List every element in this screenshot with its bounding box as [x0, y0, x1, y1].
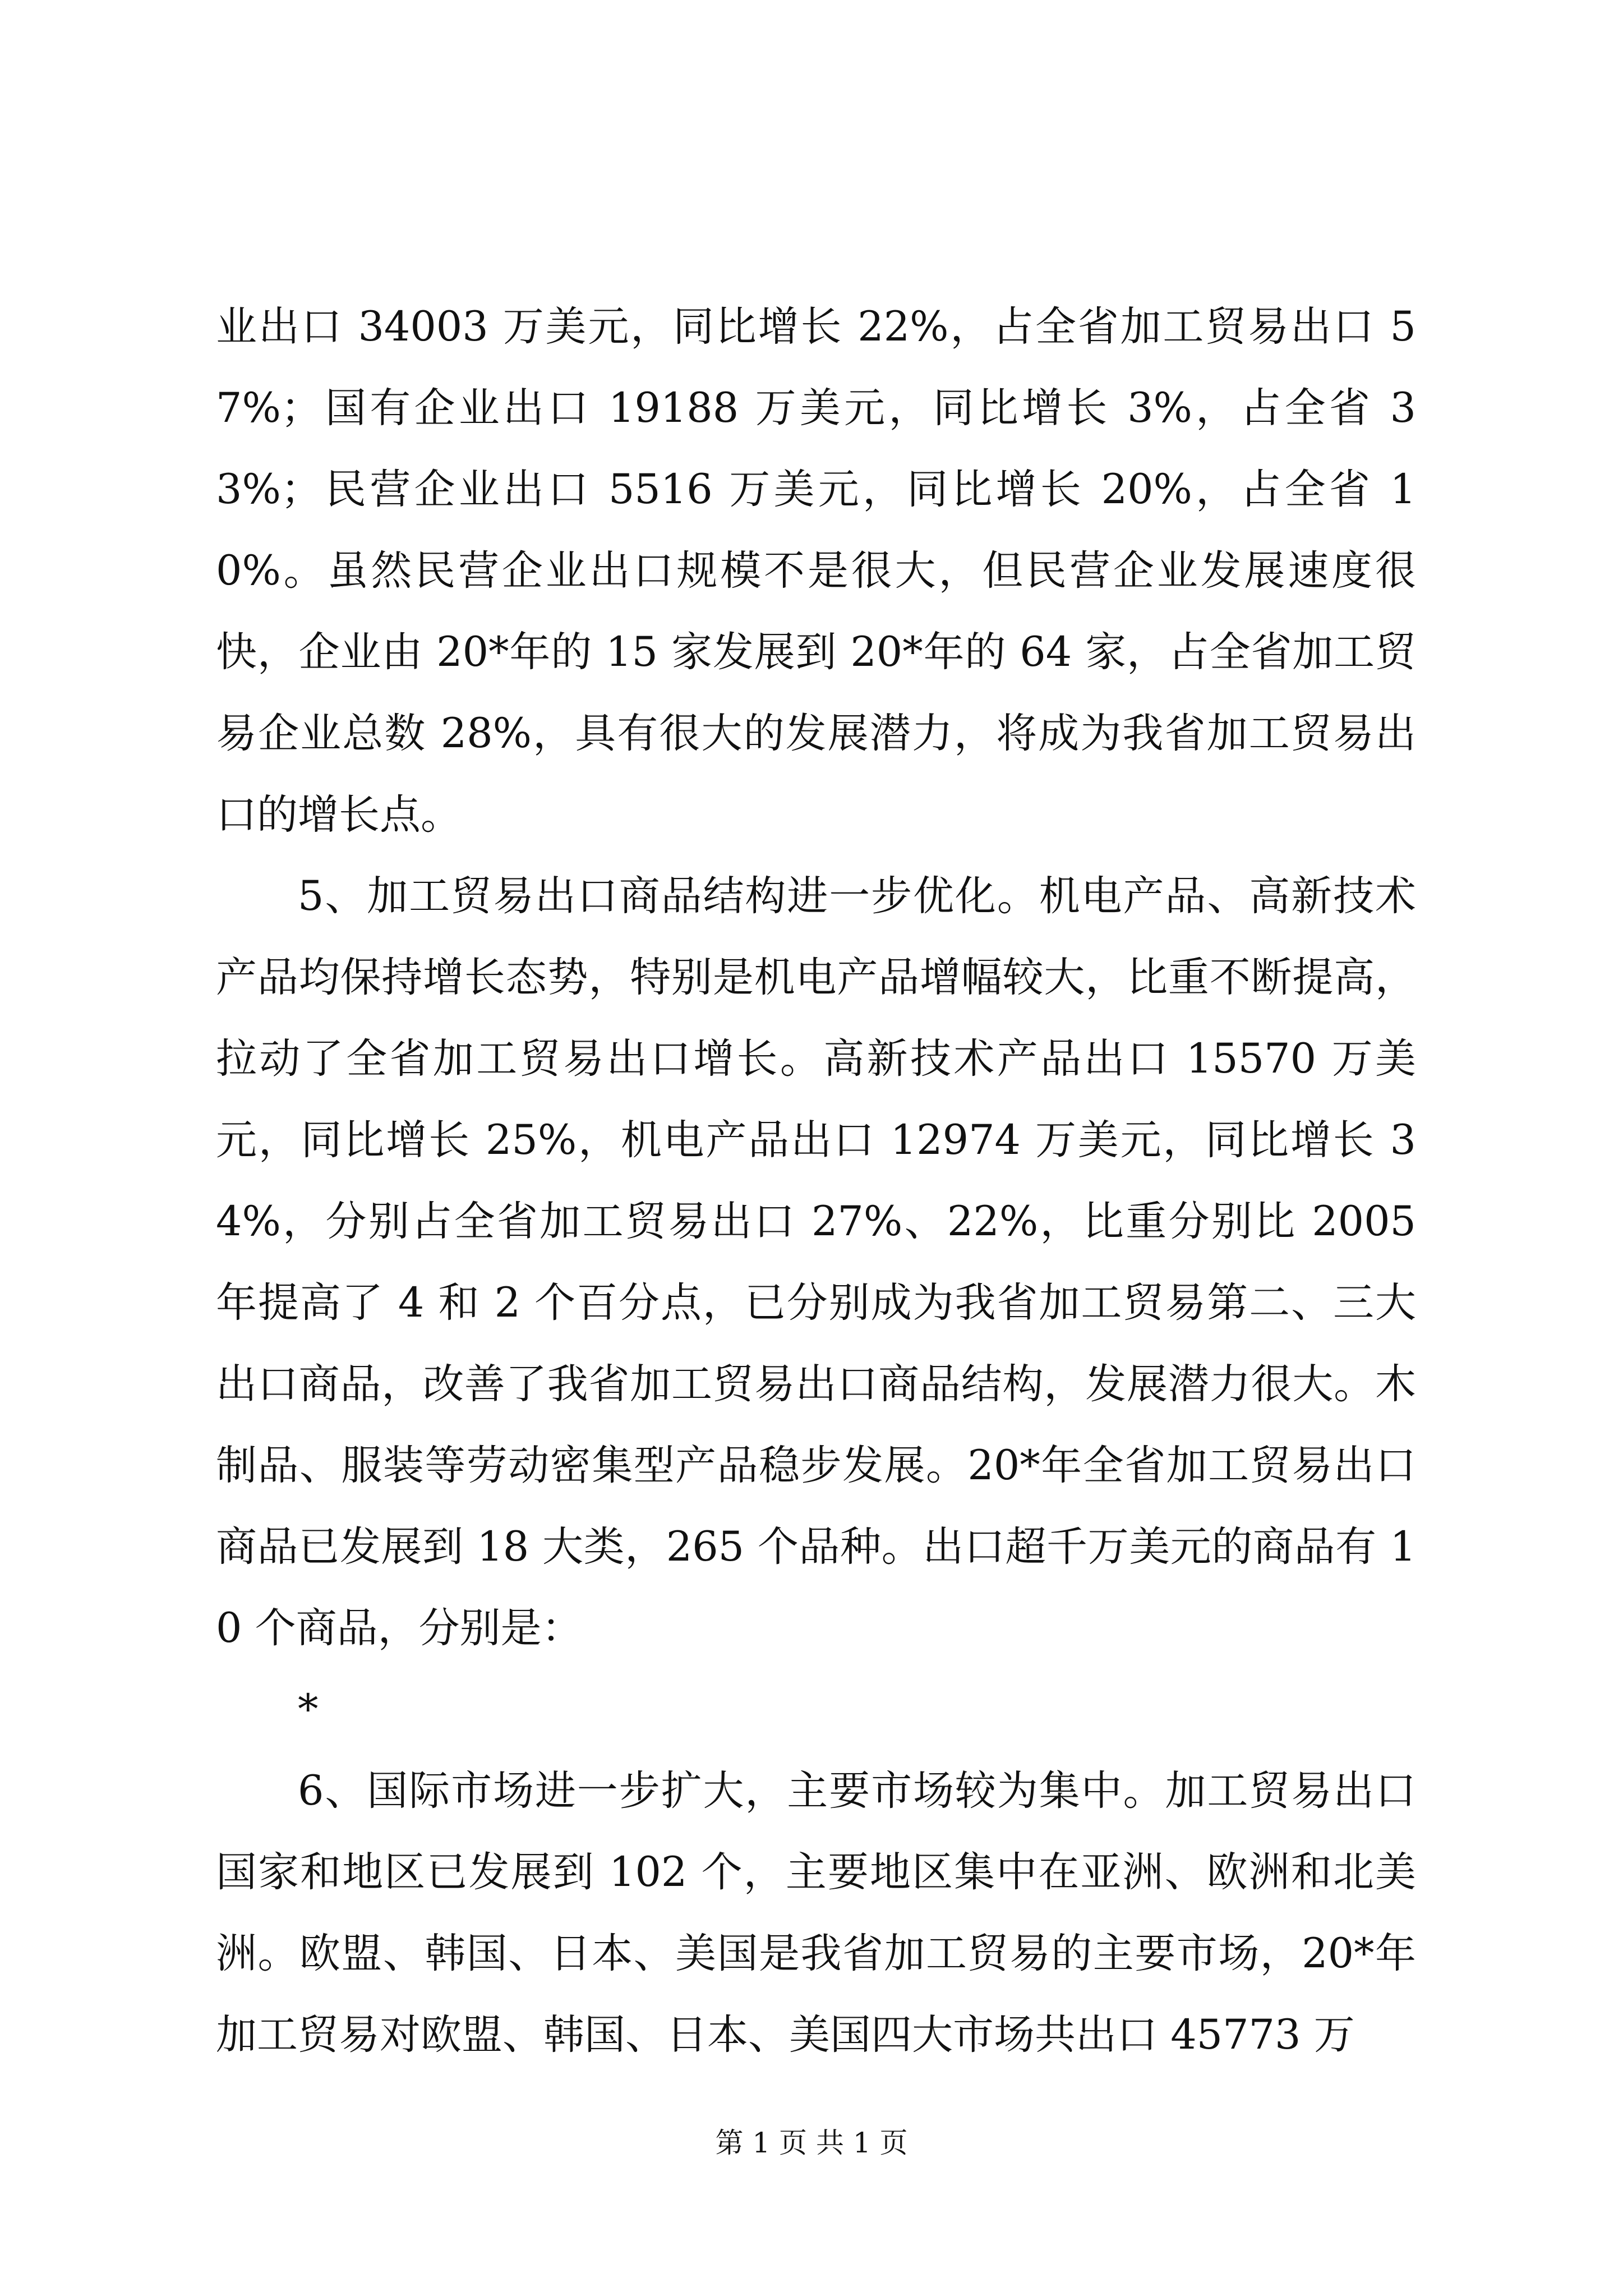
- paragraph-6-international-market: 6、国际市场进一步扩大，主要市场较为集中。加工贸易出口国家和地区已发展到 102 个，主要地区集中在亚洲、欧洲和北美洲。欧盟、韩国、日本、美国是我省加工贸易的主要市场，20*年加工贸易对欧盟、韩国、日本、美国四大市场共出口 45773 万: [216, 1767, 1416, 2059]
- paragraph-5-product-structure: 5、加工贸易出口商品结构进一步优化。机电产品、高新技术产品均保持增长态势，特别是机电产品增幅较大，比重不断提高，拉动了全省加工贸易出口增长。高新技术产品出口 15570 万美元，同比增长 25%，机电产品出口 12974 万美元，同比增长 34%，分别占全省加工贸易出口 27%、22%，比重分别比 2005 年提高了 4 和 2 个百分点，已分别成为我省加工贸易第二、三大出口商品，改善了我省加工贸易出口商品结构，发展潜力很大。木制品、服装等劳动密集型产品稳步发展。20*年全省加工贸易出口商品已发展到 18 大类，265 个品种。出口超千万美元的商品有 10 个商品，分别是：: [216, 872, 1416, 1652]
- paragraph-continued: 业出口 34003 万美元，同比增长 22%，占全省加工贸易出口 57%；国有企业出口 19188 万美元，同比增长 3%，占全省 33%；民营企业出口 5516 万美元，同比增长 20%，占全省 10%。虽然民营企业出口规模不是很大，但民营企业发展速度很快，企业由 20*年的 15 家发展到 20*年的 64 家，占全省加工贸易企业总数 28%，具有很大的发展潜力，将成为我省加工贸易出口的增长点。: [216, 303, 1416, 839]
- document-body: [216, 286, 1416, 2076]
- page-footer: 第 1 页 共 1 页: [715, 2127, 908, 2159]
- paragraph-asterisk-placeholder: *: [298, 1686, 319, 1733]
